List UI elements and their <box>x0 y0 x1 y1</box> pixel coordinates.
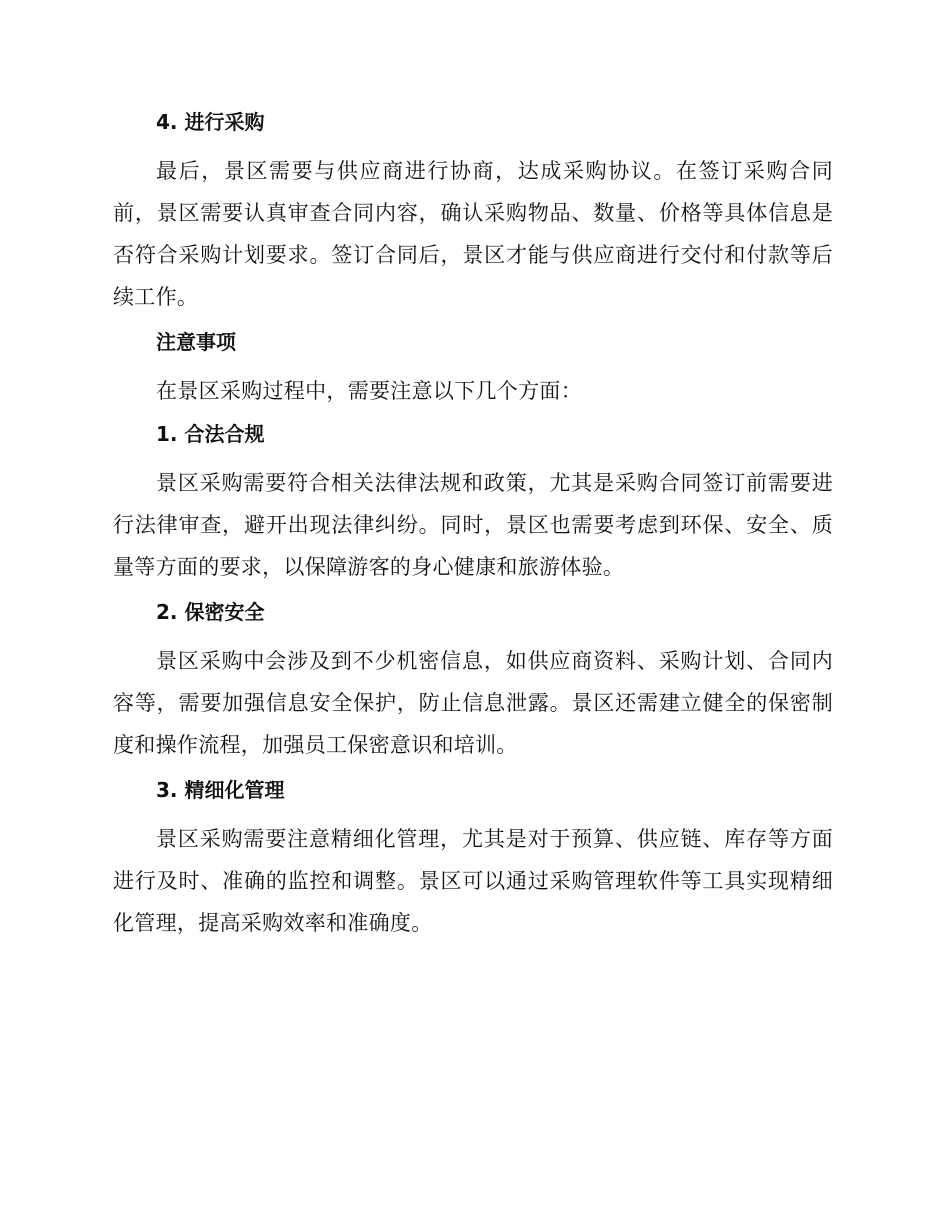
section-heading-confidentiality: 2. 保密安全 <box>156 600 265 624</box>
section-paragraph-fine-management: 景区采购需要注意精细化管理，尤其是对于预算、供应链、库存等方面进行及时、准确的监控和调整。景区可以通过采购管理软件等工具实现精细化管理，提高采购效率和准确度。 <box>113 827 833 935</box>
section-heading-fine-management: 3. 精细化管理 <box>156 778 285 802</box>
section-paragraph-confidentiality: 景区采购中会涉及到不少机密信息，如供应商资料、采购计划、合同内容等，需要加强信息安全保护，防止信息泄露。景区还需建立健全的保密制度和操作流程，加强员工保密意识和培训。 <box>113 649 833 757</box>
section-paragraph-notes: 在景区采购过程中，需要注意以下几个方面： <box>156 379 582 403</box>
section-heading-compliance: 1. 合法合规 <box>156 422 265 446</box>
section-paragraph-compliance: 景区采购需要符合相关法律法规和政策，尤其是采购合同签订前需要进行法律审查，避开出现法律纠纷。同时，景区也需要考虑到环保、安全、质量等方面的要求，以保障游客的身心健康和旅游体验。 <box>113 471 833 579</box>
section-paragraph-procurement: 最后，景区需要与供应商进行协商，达成采购协议。在签订采购合同前，景区需要认真审查合同内容，确认采购物品、数量、价格等具体信息是否符合采购计划要求。签订合同后，景区才能与供应商进行交付和付款等后续工作。 <box>113 159 833 309</box>
document-body <box>113 108 833 954</box>
section-heading-notes: 注意事项 <box>156 330 236 354</box>
section-heading-procurement: 4. 进行采购 <box>156 110 265 134</box>
